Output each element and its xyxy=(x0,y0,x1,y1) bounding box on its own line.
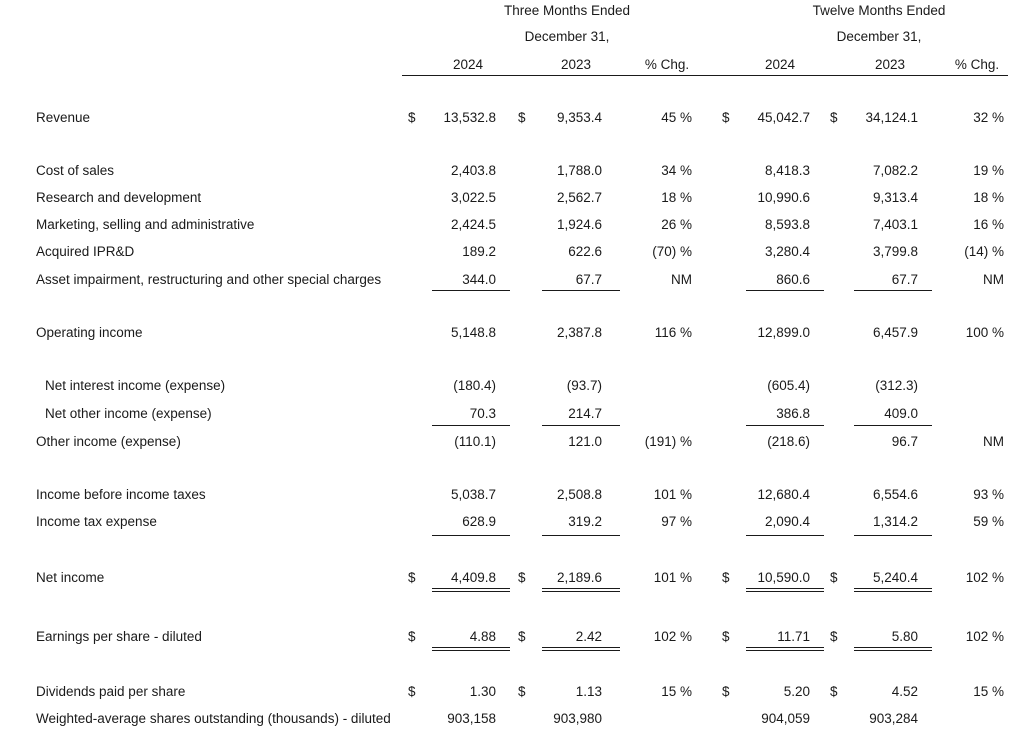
total-double-rule xyxy=(854,647,932,651)
cell-y24: 11.71 xyxy=(777,629,810,644)
row-label: Earnings per share - diluted xyxy=(36,629,202,644)
cell-q23: 2,508.8 xyxy=(556,487,602,502)
cell-q23: 2,387.8 xyxy=(556,325,602,340)
subtotal-rule xyxy=(542,425,620,426)
cell-q24: (110.1) xyxy=(454,434,496,449)
currency-symbol xyxy=(830,324,844,342)
cell-qchg xyxy=(630,377,692,395)
cell-qchg: 34 % xyxy=(661,163,692,178)
cell-q24: 3,022.5 xyxy=(450,190,496,205)
cell-y23: 4.52 xyxy=(891,684,918,699)
cell-q23: 1.13 xyxy=(575,684,602,699)
subtotal-rule xyxy=(542,535,620,536)
cell-ychg: 93 % xyxy=(973,487,1004,502)
currency-symbol xyxy=(722,189,736,207)
currency-symbol xyxy=(830,243,844,261)
row-label: Net other income (expense) xyxy=(45,406,212,421)
row-label: Marketing, selling and administrative xyxy=(36,217,255,232)
currency-symbol xyxy=(408,216,422,234)
currency-symbol xyxy=(518,162,532,180)
currency-symbol xyxy=(722,377,736,395)
total-double-rule xyxy=(432,588,510,592)
cell-ychg: 59 % xyxy=(973,514,1004,529)
currency-symbol xyxy=(722,162,736,180)
cell-y23: 96.7 xyxy=(891,434,918,449)
cell-y24: 904,059 xyxy=(761,711,810,726)
currency-symbol: $ xyxy=(722,684,730,699)
currency-symbol xyxy=(722,710,736,728)
col-y-2024: 2024 xyxy=(764,57,796,72)
currency-symbol: $ xyxy=(830,629,838,644)
subtotal-rule xyxy=(432,290,510,291)
cell-y24: 8,418.3 xyxy=(764,163,810,178)
currency-symbol xyxy=(722,486,736,504)
cell-q23: 9,353.4 xyxy=(556,110,602,125)
currency-symbol: $ xyxy=(408,110,416,125)
row-label: Net interest income (expense) xyxy=(45,378,226,393)
currency-symbol xyxy=(408,189,422,207)
currency-symbol: $ xyxy=(518,684,526,699)
col-y-2023: 2023 xyxy=(874,57,906,72)
cell-y24: (218.6) xyxy=(767,434,810,449)
cell-y24: 8,593.8 xyxy=(764,217,810,232)
cell-y24: 2,090.4 xyxy=(764,514,810,529)
cell-y24: (605.4) xyxy=(767,378,810,393)
currency-symbol xyxy=(830,513,844,531)
cell-ychg xyxy=(940,377,1004,395)
row-label: Asset impairment, restructuring and other special charges xyxy=(36,272,382,287)
cell-ychg: 32 % xyxy=(973,110,1004,125)
cell-y24: 12,680.4 xyxy=(757,487,810,502)
total-double-rule xyxy=(432,647,510,651)
currency-symbol xyxy=(518,377,532,395)
cell-qchg: (191) % xyxy=(644,434,692,449)
currency-symbol xyxy=(722,243,736,261)
cell-q24: 5,038.7 xyxy=(450,487,496,502)
cell-y24: 5.20 xyxy=(783,684,810,699)
cell-q24: 2,403.8 xyxy=(450,163,496,178)
subtotal-rule xyxy=(746,425,824,426)
cell-ychg: 18 % xyxy=(973,190,1004,205)
cell-ychg: 102 % xyxy=(965,570,1004,585)
three-months-title: Three Months Ended xyxy=(503,3,631,18)
cell-y24: 12,899.0 xyxy=(757,325,810,340)
cell-y23: 409.0 xyxy=(884,406,918,421)
cell-qchg: (70) % xyxy=(652,244,692,259)
subtotal-rule xyxy=(432,535,510,536)
cell-ychg: 16 % xyxy=(973,217,1004,232)
currency-symbol xyxy=(518,405,532,423)
cell-qchg xyxy=(630,710,692,728)
row-label: Dividends paid per share xyxy=(36,684,186,699)
currency-symbol xyxy=(408,710,422,728)
row-label: Other income (expense) xyxy=(36,434,181,449)
cell-q23: 622.6 xyxy=(568,244,602,259)
cell-ychg: 100 % xyxy=(965,325,1004,340)
cell-y23: 5.80 xyxy=(891,629,918,644)
cell-qchg: 102 % xyxy=(653,629,692,644)
currency-symbol xyxy=(722,433,736,451)
cell-ychg: 19 % xyxy=(973,163,1004,178)
currency-symbol xyxy=(518,710,532,728)
subtotal-rule xyxy=(432,425,510,426)
cell-y23: 7,403.1 xyxy=(872,217,918,232)
currency-symbol: $ xyxy=(518,110,526,125)
cell-q24: 2,424.5 xyxy=(450,217,496,232)
row-label: Net income xyxy=(36,570,105,585)
row-label: Revenue xyxy=(36,110,91,125)
col-q-2024: 2024 xyxy=(452,57,484,72)
cell-qchg: 26 % xyxy=(661,217,692,232)
cell-ychg: NM xyxy=(983,272,1004,287)
cell-ychg: NM xyxy=(983,434,1004,449)
currency-symbol xyxy=(830,216,844,234)
currency-symbol xyxy=(518,433,532,451)
currency-symbol xyxy=(518,271,532,289)
cell-q24: 5,148.8 xyxy=(450,325,496,340)
currency-symbol xyxy=(722,271,736,289)
subtotal-rule xyxy=(854,535,932,536)
cell-qchg: 45 % xyxy=(661,110,692,125)
total-double-rule xyxy=(746,647,824,651)
currency-symbol xyxy=(518,513,532,531)
cell-y23: 67.7 xyxy=(891,272,918,287)
currency-symbol xyxy=(408,433,422,451)
currency-symbol xyxy=(830,710,844,728)
currency-symbol xyxy=(518,189,532,207)
cell-q24: 4,409.8 xyxy=(450,570,496,585)
twelve-months-subtitle: December 31, xyxy=(836,29,922,44)
col-y-pct-chg: % Chg. xyxy=(954,57,1000,72)
currency-symbol xyxy=(408,324,422,342)
cell-ychg xyxy=(940,710,1004,728)
cell-qchg xyxy=(630,405,692,423)
subtotal-rule xyxy=(542,290,620,291)
currency-symbol xyxy=(830,405,844,423)
cell-y23: 6,554.6 xyxy=(872,487,918,502)
currency-symbol xyxy=(408,513,422,531)
col-q-pct-chg: % Chg. xyxy=(644,57,690,72)
cell-q24: 70.3 xyxy=(469,406,496,421)
cell-y23: 5,240.4 xyxy=(872,570,918,585)
currency-symbol xyxy=(518,243,532,261)
cell-q23: 903,980 xyxy=(553,711,602,726)
currency-symbol: $ xyxy=(408,629,416,644)
total-double-rule xyxy=(854,588,932,592)
cell-q24: (180.4) xyxy=(453,378,496,393)
cell-q23: 121.0 xyxy=(568,434,602,449)
cell-ychg: 102 % xyxy=(965,629,1004,644)
row-label: Income tax expense xyxy=(36,514,157,529)
currency-symbol xyxy=(408,271,422,289)
cell-y24: 3,280.4 xyxy=(764,244,810,259)
currency-symbol xyxy=(408,377,422,395)
currency-symbol xyxy=(830,189,844,207)
subtotal-rule xyxy=(746,535,824,536)
cell-y23: 3,799.8 xyxy=(872,244,918,259)
currency-symbol xyxy=(408,486,422,504)
currency-symbol: $ xyxy=(722,629,730,644)
cell-q24: 4.88 xyxy=(469,629,496,644)
currency-symbol xyxy=(518,486,532,504)
currency-symbol xyxy=(830,377,844,395)
cell-qchg: 97 % xyxy=(661,514,692,529)
cell-q23: 67.7 xyxy=(575,272,602,287)
total-double-rule xyxy=(542,647,620,651)
cell-y24: 386.8 xyxy=(776,406,810,421)
row-label: Research and development xyxy=(36,190,202,205)
currency-symbol xyxy=(722,513,736,531)
currency-symbol xyxy=(722,405,736,423)
cell-y23: 1,314.2 xyxy=(872,514,918,529)
currency-symbol: $ xyxy=(830,110,838,125)
cell-y24: 860.6 xyxy=(776,272,810,287)
currency-symbol: $ xyxy=(830,684,838,699)
cell-q23: 2,562.7 xyxy=(556,190,602,205)
total-double-rule xyxy=(542,588,620,592)
currency-symbol: $ xyxy=(518,570,526,585)
cell-qchg: 18 % xyxy=(661,190,692,205)
currency-symbol: $ xyxy=(408,684,416,699)
currency-symbol xyxy=(722,216,736,234)
cell-q23: 1,788.0 xyxy=(556,163,602,178)
cell-y23: 34,124.1 xyxy=(865,110,918,125)
cell-y23: 903,284 xyxy=(869,711,918,726)
currency-symbol xyxy=(722,324,736,342)
currency-symbol xyxy=(830,162,844,180)
currency-symbol xyxy=(408,243,422,261)
cell-qchg: 101 % xyxy=(653,570,692,585)
row-label: Acquired IPR&D xyxy=(36,244,135,259)
cell-q23: 2.42 xyxy=(575,629,602,644)
subtotal-rule xyxy=(746,290,824,291)
three-months-subtitle: December 31, xyxy=(524,29,610,44)
cell-q24: 344.0 xyxy=(462,272,496,287)
cell-q23: 214.7 xyxy=(568,406,602,421)
twelve-months-title: Twelve Months Ended xyxy=(812,3,946,18)
cell-q23: 2,189.6 xyxy=(556,570,602,585)
row-label: Cost of sales xyxy=(36,163,115,178)
cell-qchg: NM xyxy=(671,272,692,287)
total-double-rule xyxy=(746,588,824,592)
cell-qchg: 116 % xyxy=(654,325,692,340)
cell-qchg: 101 % xyxy=(653,487,692,502)
currency-symbol: $ xyxy=(722,570,730,585)
currency-symbol: $ xyxy=(722,110,730,125)
currency-symbol: $ xyxy=(518,629,526,644)
currency-symbol xyxy=(518,324,532,342)
cell-y23: (312.3) xyxy=(875,378,918,393)
cell-q24: 1.30 xyxy=(469,684,496,699)
cell-ychg xyxy=(940,405,1004,423)
cell-q23: (93.7) xyxy=(566,378,602,393)
currency-symbol xyxy=(518,216,532,234)
col-q-2023: 2023 xyxy=(560,57,592,72)
cell-y23: 6,457.9 xyxy=(872,325,918,340)
header-rule xyxy=(402,75,1008,76)
cell-y24: 10,590.0 xyxy=(757,570,810,585)
row-label: Income before income taxes xyxy=(36,487,206,502)
cell-q23: 1,924.6 xyxy=(556,217,602,232)
row-label: Weighted-average shares outstanding (thousands) - diluted xyxy=(36,711,391,726)
currency-symbol: $ xyxy=(830,570,838,585)
cell-q24: 189.2 xyxy=(462,244,496,259)
cell-qchg: 15 % xyxy=(661,684,692,699)
cell-y23: 9,313.4 xyxy=(872,190,918,205)
cell-y23: 7,082.2 xyxy=(872,163,918,178)
currency-symbol: $ xyxy=(408,570,416,585)
subtotal-rule xyxy=(854,425,932,426)
cell-q24: 628.9 xyxy=(462,514,496,529)
cell-y24: 10,990.6 xyxy=(757,190,810,205)
currency-symbol xyxy=(830,271,844,289)
cell-y24: 45,042.7 xyxy=(757,110,810,125)
cell-ychg: (14) % xyxy=(964,244,1004,259)
cell-q23: 319.2 xyxy=(568,514,602,529)
cell-q24: 13,532.8 xyxy=(443,110,496,125)
currency-symbol xyxy=(830,486,844,504)
currency-symbol xyxy=(408,162,422,180)
currency-symbol xyxy=(830,433,844,451)
cell-q24: 903,158 xyxy=(447,711,496,726)
cell-ychg: 15 % xyxy=(973,684,1004,699)
row-label: Operating income xyxy=(36,325,143,340)
subtotal-rule xyxy=(854,290,932,291)
currency-symbol xyxy=(408,405,422,423)
